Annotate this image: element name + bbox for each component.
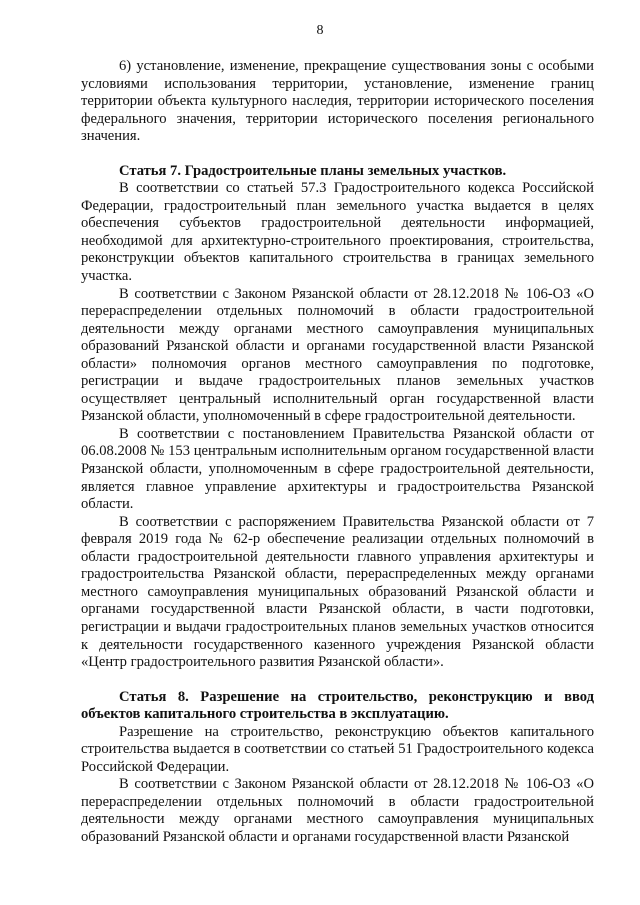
article-7-paragraph-2: В соответствии с Законом Рязанской области от 28.12.2018 № 106-ОЗ «О перераспределении отдельных полномочий в области градостроительной деятельности между органами местного самоуправления муниципальных образований Рязанской области и органами государственной власти Рязанской области» полномочия органов местного самоуправления по подготовке, регистрации и выдаче градостроительных планов земельных участков осуществляет центральный исполнительный орган государственной власти Рязанской области, уполномоченный в сфере градостроительной деятельности. <box>81 285 594 425</box>
article-8-paragraph-2: В соответствии с Законом Рязанской области от 28.12.2018 № 106-ОЗ «О перераспределении отдельных полномочий в области градостроительной деятельности между органами местного самоуправления муниципальных образований Рязанской области и органами государственной власти Рязанской <box>81 776 594 845</box>
article-7-paragraph-1: В соответствии со статьей 57.3 Градостроительного кодекса Российской Федерации, градостроительный план земельного участка выдается в целях обеспечения субъектов градостроительной деятельности информацией, необходимой для архитектурно-строительного проектирования, строительства, реконструкции объектов капитального строительства в границах земельного участка. <box>81 180 594 285</box>
article-8-heading: Статья 8. Разрешение на строительство, реконструкцию и ввод объектов капитального строительства в эксплуатацию. <box>81 688 594 723</box>
article-7-heading: Статья 7. Градостроительные планы земельных участков. <box>119 162 507 179</box>
page-number: 8 <box>316 23 324 38</box>
page-content <box>81 58 594 847</box>
paragraph-item-6: 6) установление, изменение, прекращение существования зоны с особыми условиями использования территории, установление, изменение границ территории объекта культурного наследия, территории исторического поселения федерального значения, территории исторического поселения регионального значения. <box>81 58 594 145</box>
article-7-paragraph-3: В соответствии с постановлением Правительства Рязанской области от 06.08.2008 № 153 центральным исполнительным органом государственной власти Рязанской области, уполномоченным в сфере градостроительной деятельности, является главное управление архитектуры и градостроительства Рязанской области. <box>81 425 594 513</box>
article-8-paragraph-1: Разрешение на строительство, реконструкцию объектов капитального строительства выдается в соответствии со статьей 51 Градостроительного кодекса Российской Федерации. <box>81 723 594 775</box>
article-7-paragraph-4: В соответствии с распоряжением Правительства Рязанской области от 7 февраля 2019 года № 62-р обеспечение реализации отдельных полномочий в области градостроительной деятельности главного управления архитектуры и градостроительства Рязанской области, перераспределенных между органами местного самоуправления муниципальных образований Рязанской области и органами государственной власти Рязанской области, в части подготовки, регистрации и выдачи градостроительных планов земельных участков относится к деятельности государственного казенного учреждения Рязанской области «Центр градостроительного развития Рязанской области». <box>81 513 594 671</box>
